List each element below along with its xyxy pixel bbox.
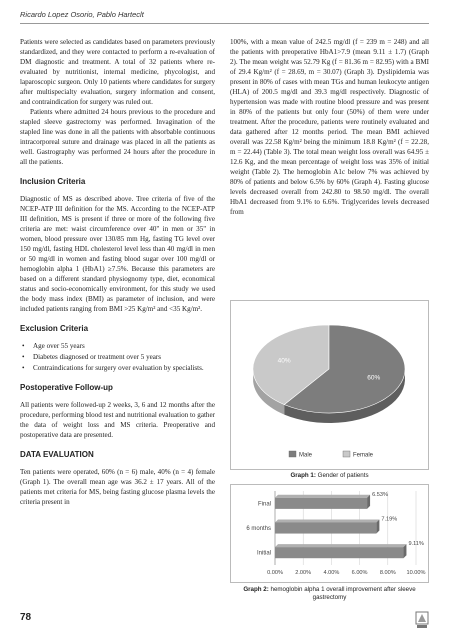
bar-initial	[275, 547, 403, 558]
x-tick-label: 4.00%	[323, 570, 340, 576]
caption-label: Graph 2:	[243, 586, 269, 593]
paragraph: Patients where admitted 24 hours previous to the procedure and stapled sleeve gastrectomy was performed. Invagination of the stapled line was done in all the patients with absorbable continuous intracorporeal suture and drainage was placed in all the patients as well. Gastrography was performed 24 hours after the procedure in all the patients.	[20, 108, 215, 166]
bar-6-months	[275, 522, 376, 533]
section-heading-data-evaluation: DATA EVALUATION	[20, 450, 94, 459]
section-heading-inclusion: Inclusion Criteria	[20, 177, 86, 186]
y-category-label: Final	[257, 501, 271, 508]
legend-label: Female	[353, 452, 374, 459]
publisher-logo-icon	[415, 608, 429, 630]
caption-label: Graph 1:	[290, 472, 316, 479]
pie-data-label: 40%	[277, 357, 291, 365]
x-tick-label: 8.00%	[379, 570, 396, 576]
caption-text: Gender of patients	[315, 472, 369, 479]
bar-top	[275, 519, 379, 522]
y-category-label: Initial	[256, 550, 271, 557]
paragraph: 100%, with a mean value of 242.5 mg/dl (f = 239 m = 248) and all the patients with preoperative HbA1>7.9 (mean 9.11 ± 1.7) (Graph 2). The mean weight was 52.79 Kg (f = 81.36 m = 82.95) with a BMI of 29.4 Kg/m² (f = 28.69, m = 30.07) (Graph 3). Dyslipidemia was present in 80% of cases with mean TGs and human leukocyte antigen (HLA) of 200.5 mg/dl and 39.3 mg/dl respectively. Diagnostic of hypertension was made with routine blood pressure and was present in 80% of the patients but only four (50%) of them were under treatment. After the procedure, patients were routinely evaluated and data gathered after 12 months period. The mean BMI achieved overall was 22.58 Kg/m² being the minimum 18.8 Kg/m² (f = 22.28, m = 22.44) (Table 3). The total mean weight loss overall was 64.95 ± 12.6 Kg, and the mean percentage of weight loss was 35% of initial weight (Table 2). The hemoglobin A1c below 7% was achieved by 80% of patients and below 6.5% by 60% (Graph 4). Fasting glucose levels decreased overall from 242.80 to 98.50 mg/dl. The overall HbA1 decreased from 9.1% to 6.6%. Triglycerides levels decreased from	[230, 38, 429, 216]
y-category-label: 6 months	[246, 526, 271, 532]
left-column	[20, 37, 215, 507]
x-tick-label: 6.00%	[351, 570, 368, 576]
paragraph: Diagnostic of MS as described above. Tree criteria of five of the NCEP-ATP III definition for the MS. According to the NCEP-ATP III definition, MS is present if three or more of the following five criteria are met: waist circumference over 40" in men or 35" in women, blood pressure over 130/85 mm Hg, fasting TG level over 150 mg/dl, fasting HDL cholesterol level less than 40 mg/dl in men or 50 mg/dl in women and fasting blood sugar over 100 mg/dl or hemoglobin alpha 1 (HbA1) ≥7.5%. Because this parameters are based on a different standard physiognomy type, diet, economical status and socio-economically environment, for this study we used the body mass index (BMI) as parameter of inclusion, and were included patients ranging from BMI >25 Kg/m² and <35 Kg/m².	[20, 195, 215, 313]
legend-swatch	[343, 451, 350, 457]
x-tick-label: 10.00%	[406, 570, 426, 576]
pie-data-label: 60%	[367, 374, 381, 382]
bar-data-label: 6.53%	[372, 491, 388, 498]
page-number: 78	[20, 612, 32, 623]
paragraph: Ten patients were operated, 60% (n = 6) male, 40% (n = 4) female (Graph 1). The overall mean age was 36.2 ± 17 years. All of the patients met criteria for MS, being fasting glucose plasma levels the criteria present in	[20, 468, 215, 506]
section-heading-exclusion: Exclusion Criteria	[20, 324, 89, 333]
graph-2-frame	[230, 484, 429, 583]
x-tick-label: 2.00%	[295, 570, 312, 576]
list-item: • Age over 55 years	[20, 341, 215, 351]
paragraph: Patients were selected as candidates based on parameters previously standardized, and they were contacted to perform a re-evaluation of DM diagnostic and treatment. A total of 32 patients where re-evaluated by nutritionist, internal medicine, phycologist, and laparoscopic surgeon. Only 10 patients where candidates for surgery after multispecialty evaluation, surgery information and consent, and contraindication for surgery was ruled out.	[20, 38, 215, 106]
graph-1-frame	[230, 300, 429, 470]
list-item: • Diabetes diagnosed or treatment over 5 years	[20, 352, 215, 362]
legend-swatch	[289, 451, 296, 457]
legend-label: Male	[299, 452, 313, 459]
list-item: • Contraindications for surgery over evaluation by specialists.	[20, 363, 215, 373]
running-head: Ricardo Lopez Osorio, Pablo Harteclt	[20, 10, 144, 19]
bar-data-label: 9.11%	[408, 541, 424, 548]
header-rule	[20, 23, 429, 24]
paragraph: All patients were followed-up 2 weeks, 3, 6 and 12 months after the procedure, performing blood test and nutritional evaluation to gather the data of weight loss and MS criteria. Preoperative and postoperative data are presented.	[20, 401, 215, 439]
graph-1-caption	[230, 472, 429, 479]
bar-top	[275, 495, 370, 498]
bar-data-label: 7.19%	[381, 516, 398, 523]
pie-chart	[231, 301, 428, 469]
graph-2-caption	[230, 586, 429, 602]
section-heading-followup: Postoperative Follow-up	[20, 383, 113, 392]
exclusion-list	[20, 341, 215, 373]
bar-chart	[231, 485, 428, 582]
x-tick-label: 0.00%	[267, 570, 283, 576]
right-column	[230, 37, 429, 217]
caption-text: hemoglobin alpha 1 overall improvement after sleeve gastrectomy	[268, 586, 416, 601]
bar-top	[275, 544, 406, 547]
bar-final	[275, 498, 367, 509]
